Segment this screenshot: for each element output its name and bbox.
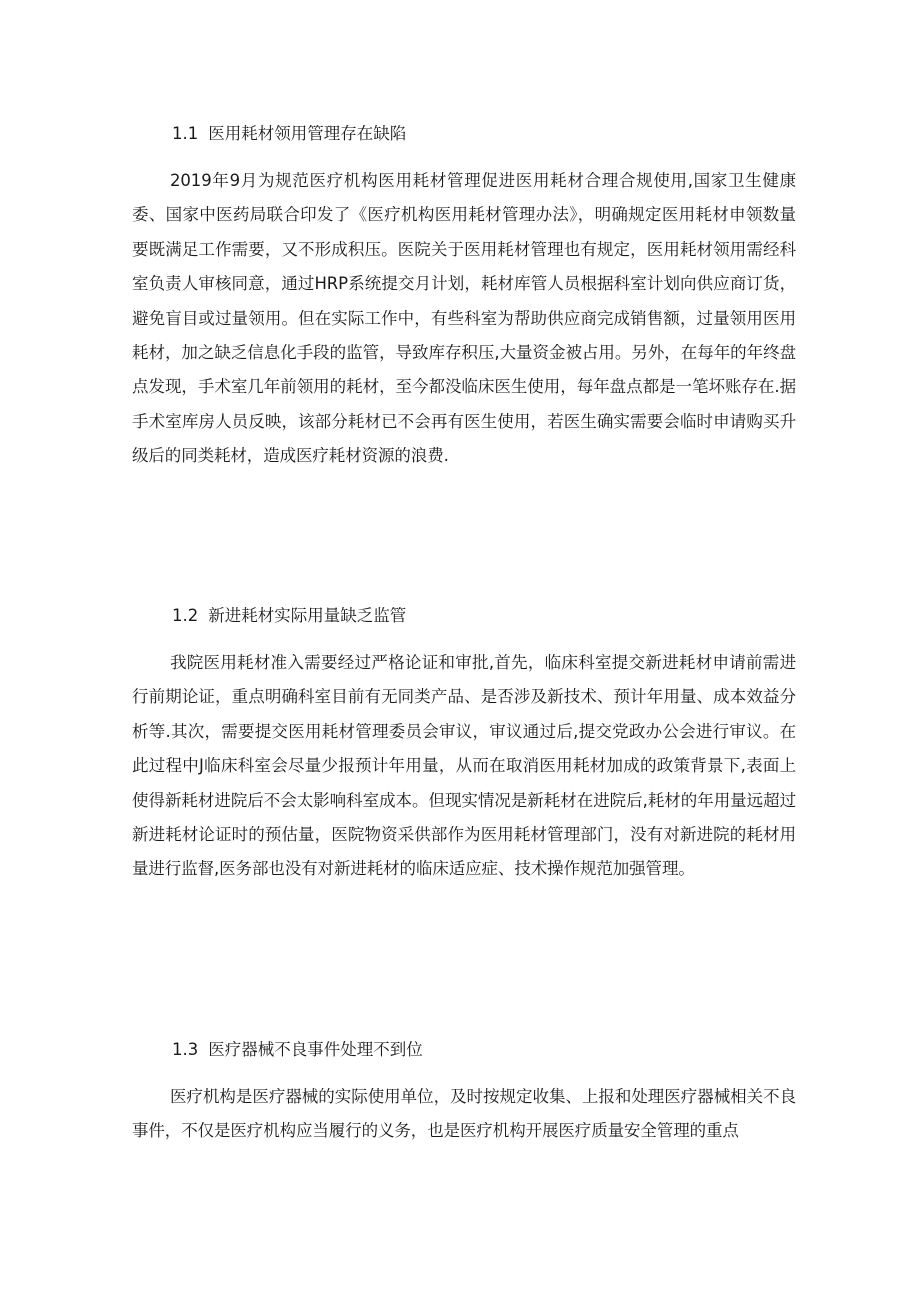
section-heading-1-2 — [172, 604, 406, 628]
section-paragraph-1-2: 我院医用耗材准入需要经过严格论证和审批,首先，临床科室提交新进耗材申请前需进行前期论证，重点明确科室目前有无同类产品、是否涉及新技术、预计年用量、成本效益分析等.其次，需要提交医用耗材管理委员会审议，审议通过后,提交党政办公会进行审议。在此过程中J临床科室会尽量少报预计年用量，从而在取消医用耗材加成的政策背景下,表面上使得新耗材进院后不会太影响科室成本。但现实情况是新耗材在进院后,耗材的年用量远超过新进耗材论证时的预估量，医院物资采供部作为医用耗材管理部门，没有对新进院的耗材用量进行监督,医务部也没有对新进耗材的临床适应症、技术操作规范加强管理。 — [132, 653, 796, 879]
section-number: 1.2 — [172, 606, 199, 625]
section-heading-1-3 — [172, 1038, 423, 1062]
section-title: 新进耗材实际用量缺乏监管 — [208, 606, 407, 625]
section-number: 1.3 — [172, 1040, 199, 1059]
section-title: 医用耗材领用管理存在缺陷 — [208, 124, 407, 143]
section-paragraph-1-1: 2019年9月为规范医疗机构医用耗材管理促进医用耗材合理合规使用,国家卫生健康委、国家中医药局联合印发了《医疗机构医用耗材管理办法》，明确规定医用耗材申领数量要既满足工作需要，又不形成积压。医院关于医用耗材管理也有规定，医用耗材领用需经科室负责人审核同意，通过HRP系统提交月计划，耗材库管人员根据科室计划向供应商订货，避免盲目或过量领用。但在实际工作中，有些科室为帮助供应商完成销售额，过量领用医用耗材，加之缺乏信息化手段的监管，导致库存积压,大量资金被占用。另外，在每年的年终盘点发现，手术室几年前领用的耗材，至今都没临床医生使用，每年盘点都是一笔坏账存在.据手术室库房人员反映，该部分耗材已不会再有医生使用，若医生确实需要会临时申请购买升级后的同类耗材，造成医疗耗材资源的浪费. — [132, 171, 796, 466]
section-paragraph-1-3: 医疗机构是医疗器械的实际使用单位，及时按规定收集、上报和处理医疗器械相关不良事件，不仅是医疗机构应当履行的义务，也是医疗机构开展医疗质量安全管理的重点 — [132, 1087, 796, 1141]
section-heading-1-1 — [172, 122, 406, 146]
section-number: 1.1 — [172, 124, 199, 143]
section-title: 医疗器械不良事件处理不到位 — [208, 1040, 423, 1059]
